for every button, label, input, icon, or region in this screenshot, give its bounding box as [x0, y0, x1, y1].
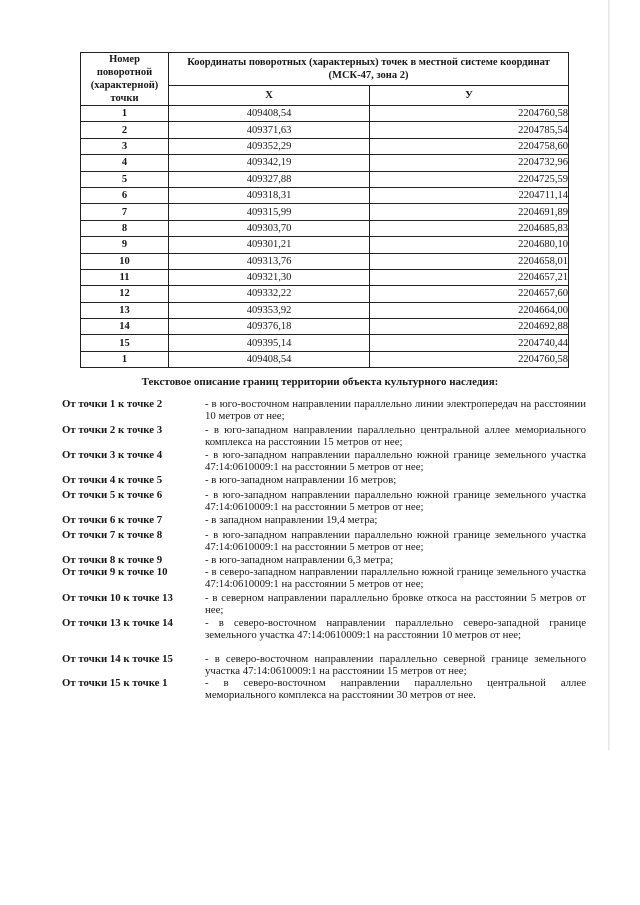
- coordinates-table: [80, 52, 569, 368]
- coord-y: 2204725,59: [370, 171, 569, 187]
- table-row: [81, 351, 569, 367]
- table-row: [81, 237, 569, 253]
- point-number: 1: [81, 351, 169, 367]
- table-row: [81, 220, 569, 236]
- segment-label: От точки 14 к точке 15: [62, 653, 173, 665]
- table-row: [81, 155, 569, 171]
- segment-text: - в юго-западном направлении 6,3 метра;: [205, 554, 394, 566]
- coord-y: 2204691,89: [370, 204, 569, 220]
- coord-x: 409315,99: [169, 204, 370, 220]
- coord-x: 409318,31: [169, 187, 370, 203]
- table-row: [81, 204, 569, 220]
- segment-text: - в юго-западном направлении параллельно центральной аллее мемориального комплекса на расстоянии 15 метров от нее;: [205, 424, 586, 448]
- point-number: 15: [81, 335, 169, 351]
- point-number: 9: [81, 237, 169, 253]
- header-x: X: [169, 85, 370, 105]
- segment-text: - в западном направлении 19,4 метра;: [205, 514, 378, 526]
- segment-label: От точки 8 к точке 9: [62, 554, 163, 566]
- point-number: 4: [81, 155, 169, 171]
- table-row: [81, 171, 569, 187]
- segment-text: - в северо-восточном направлении параллельно северо-западной границе земельного участка 47:14:0610009:1 на расстоянии 10 метров от нее;: [205, 617, 586, 641]
- coord-x: 409327,88: [169, 171, 370, 187]
- point-number: 7: [81, 204, 169, 220]
- table-row: [81, 269, 569, 285]
- point-number: 8: [81, 220, 169, 236]
- coord-x: 409332,22: [169, 286, 370, 302]
- page-edge-shadow: [608, 0, 610, 750]
- point-number: 3: [81, 138, 169, 154]
- coord-y: 2204758,60: [370, 138, 569, 154]
- point-number: 12: [81, 286, 169, 302]
- segment-text: - в юго-западном направлении параллельно южной границе земельного участка 47:14:0610009:1 на расстоянии 5 метров от нее;: [205, 449, 586, 473]
- table-row: [81, 187, 569, 203]
- point-number: 5: [81, 171, 169, 187]
- coord-y: 2204740,44: [370, 335, 569, 351]
- coord-y: 2204760,58: [370, 106, 569, 122]
- segment-label: От точки 15 к точке 1: [62, 677, 168, 689]
- segment-label: От точки 9 к точке 10: [62, 566, 168, 578]
- segment-label: От точки 13 к точке 14: [62, 617, 173, 629]
- header-point-number: Номер поворотной (характерной) точки: [81, 53, 169, 106]
- coord-y: 2204711,14: [370, 187, 569, 203]
- point-number: 10: [81, 253, 169, 269]
- coord-x: 409342,19: [169, 155, 370, 171]
- table-row: [81, 302, 569, 318]
- coord-y: 2204657,60: [370, 286, 569, 302]
- table-row: [81, 253, 569, 269]
- table-row: [81, 335, 569, 351]
- coord-y: 2204692,88: [370, 319, 569, 335]
- segment-text: - в юго-западном направлении 16 метров;: [205, 474, 397, 486]
- segment-text: - в юго-западном направлении параллельно южной границе земельного участка 47:14:0610009:1 на расстоянии 5 метров от нее;: [205, 529, 586, 553]
- coord-x: 409371,63: [169, 122, 370, 138]
- segment-label: От точки 6 к точке 7: [62, 514, 163, 526]
- point-number: 11: [81, 269, 169, 285]
- table-row: [81, 106, 569, 122]
- segment-label: От точки 7 к точке 8: [62, 529, 163, 541]
- coord-x: 409303,70: [169, 220, 370, 236]
- coord-y: 2204657,21: [370, 269, 569, 285]
- segment-label: От точки 5 к точке 6: [62, 489, 163, 501]
- segment-text: - в северо-восточном направлении параллельно северной границе земельного участка 47:14:0610009:1 на расстоянии 15 метров от нее;: [205, 653, 586, 677]
- segment-text: - в юго-западном направлении параллельно южной границе земельного участка 47:14:0610009:1 на расстоянии 5 метров от нее;: [205, 489, 586, 513]
- coord-x: 409352,29: [169, 138, 370, 154]
- coord-y: 2204785,54: [370, 122, 569, 138]
- segment-label: От точки 3 к точке 4: [62, 449, 163, 461]
- point-number: 2: [81, 122, 169, 138]
- coord-x: 409313,76: [169, 253, 370, 269]
- segment-text: - в северо-восточном направлении параллельно центральной аллее мемориального комплекса на расстоянии 30 метров от нее.: [205, 677, 586, 701]
- table-row: [81, 286, 569, 302]
- coord-y: 2204685,83: [370, 220, 569, 236]
- coord-x: 409321,30: [169, 269, 370, 285]
- coord-x: 409353,92: [169, 302, 370, 318]
- point-number: 6: [81, 187, 169, 203]
- segment-text: - в северо-западном направлении параллельно южной границе земельного участка 47:14:0610009:1 на расстоянии 5 метров от нее;: [205, 566, 586, 590]
- section-title: Текстовое описание границ территории объекта культурного наследия:: [141, 376, 499, 388]
- segment-text: - в северном направлении параллельно бровке откоса на расстоянии 5 метров от нее;: [205, 592, 586, 616]
- coord-y: 2204680,10: [370, 237, 569, 253]
- coord-y: 2204664,00: [370, 302, 569, 318]
- coord-y: 2204760,58: [370, 351, 569, 367]
- segment-text: - в юго-восточном направлении параллельно линии электропередач на расстоянии 10 метров от нее;: [205, 398, 586, 422]
- table-row: [81, 122, 569, 138]
- segment-label: От точки 2 к точке 3: [62, 424, 163, 436]
- coord-y: 2204658,01: [370, 253, 569, 269]
- table-row: [81, 319, 569, 335]
- point-number: 13: [81, 302, 169, 318]
- header-coordinates: Координаты поворотных (характерных) точек в местной системе координат (МСК-47, зона 2): [169, 53, 569, 86]
- segment-label: От точки 10 к точке 13: [62, 592, 173, 604]
- coord-y: 2204732,96: [370, 155, 569, 171]
- coord-x: 409301,21: [169, 237, 370, 253]
- point-number: 14: [81, 319, 169, 335]
- segment-label: От точки 1 к точке 2: [62, 398, 163, 410]
- segment-label: От точки 4 к точке 5: [62, 474, 163, 486]
- coord-x: 409408,54: [169, 351, 370, 367]
- header-y: У: [370, 85, 569, 105]
- coord-x: 409408,54: [169, 106, 370, 122]
- table-row: [81, 138, 569, 154]
- coord-x: 409395,14: [169, 335, 370, 351]
- point-number: 1: [81, 106, 169, 122]
- coord-x: 409376,18: [169, 319, 370, 335]
